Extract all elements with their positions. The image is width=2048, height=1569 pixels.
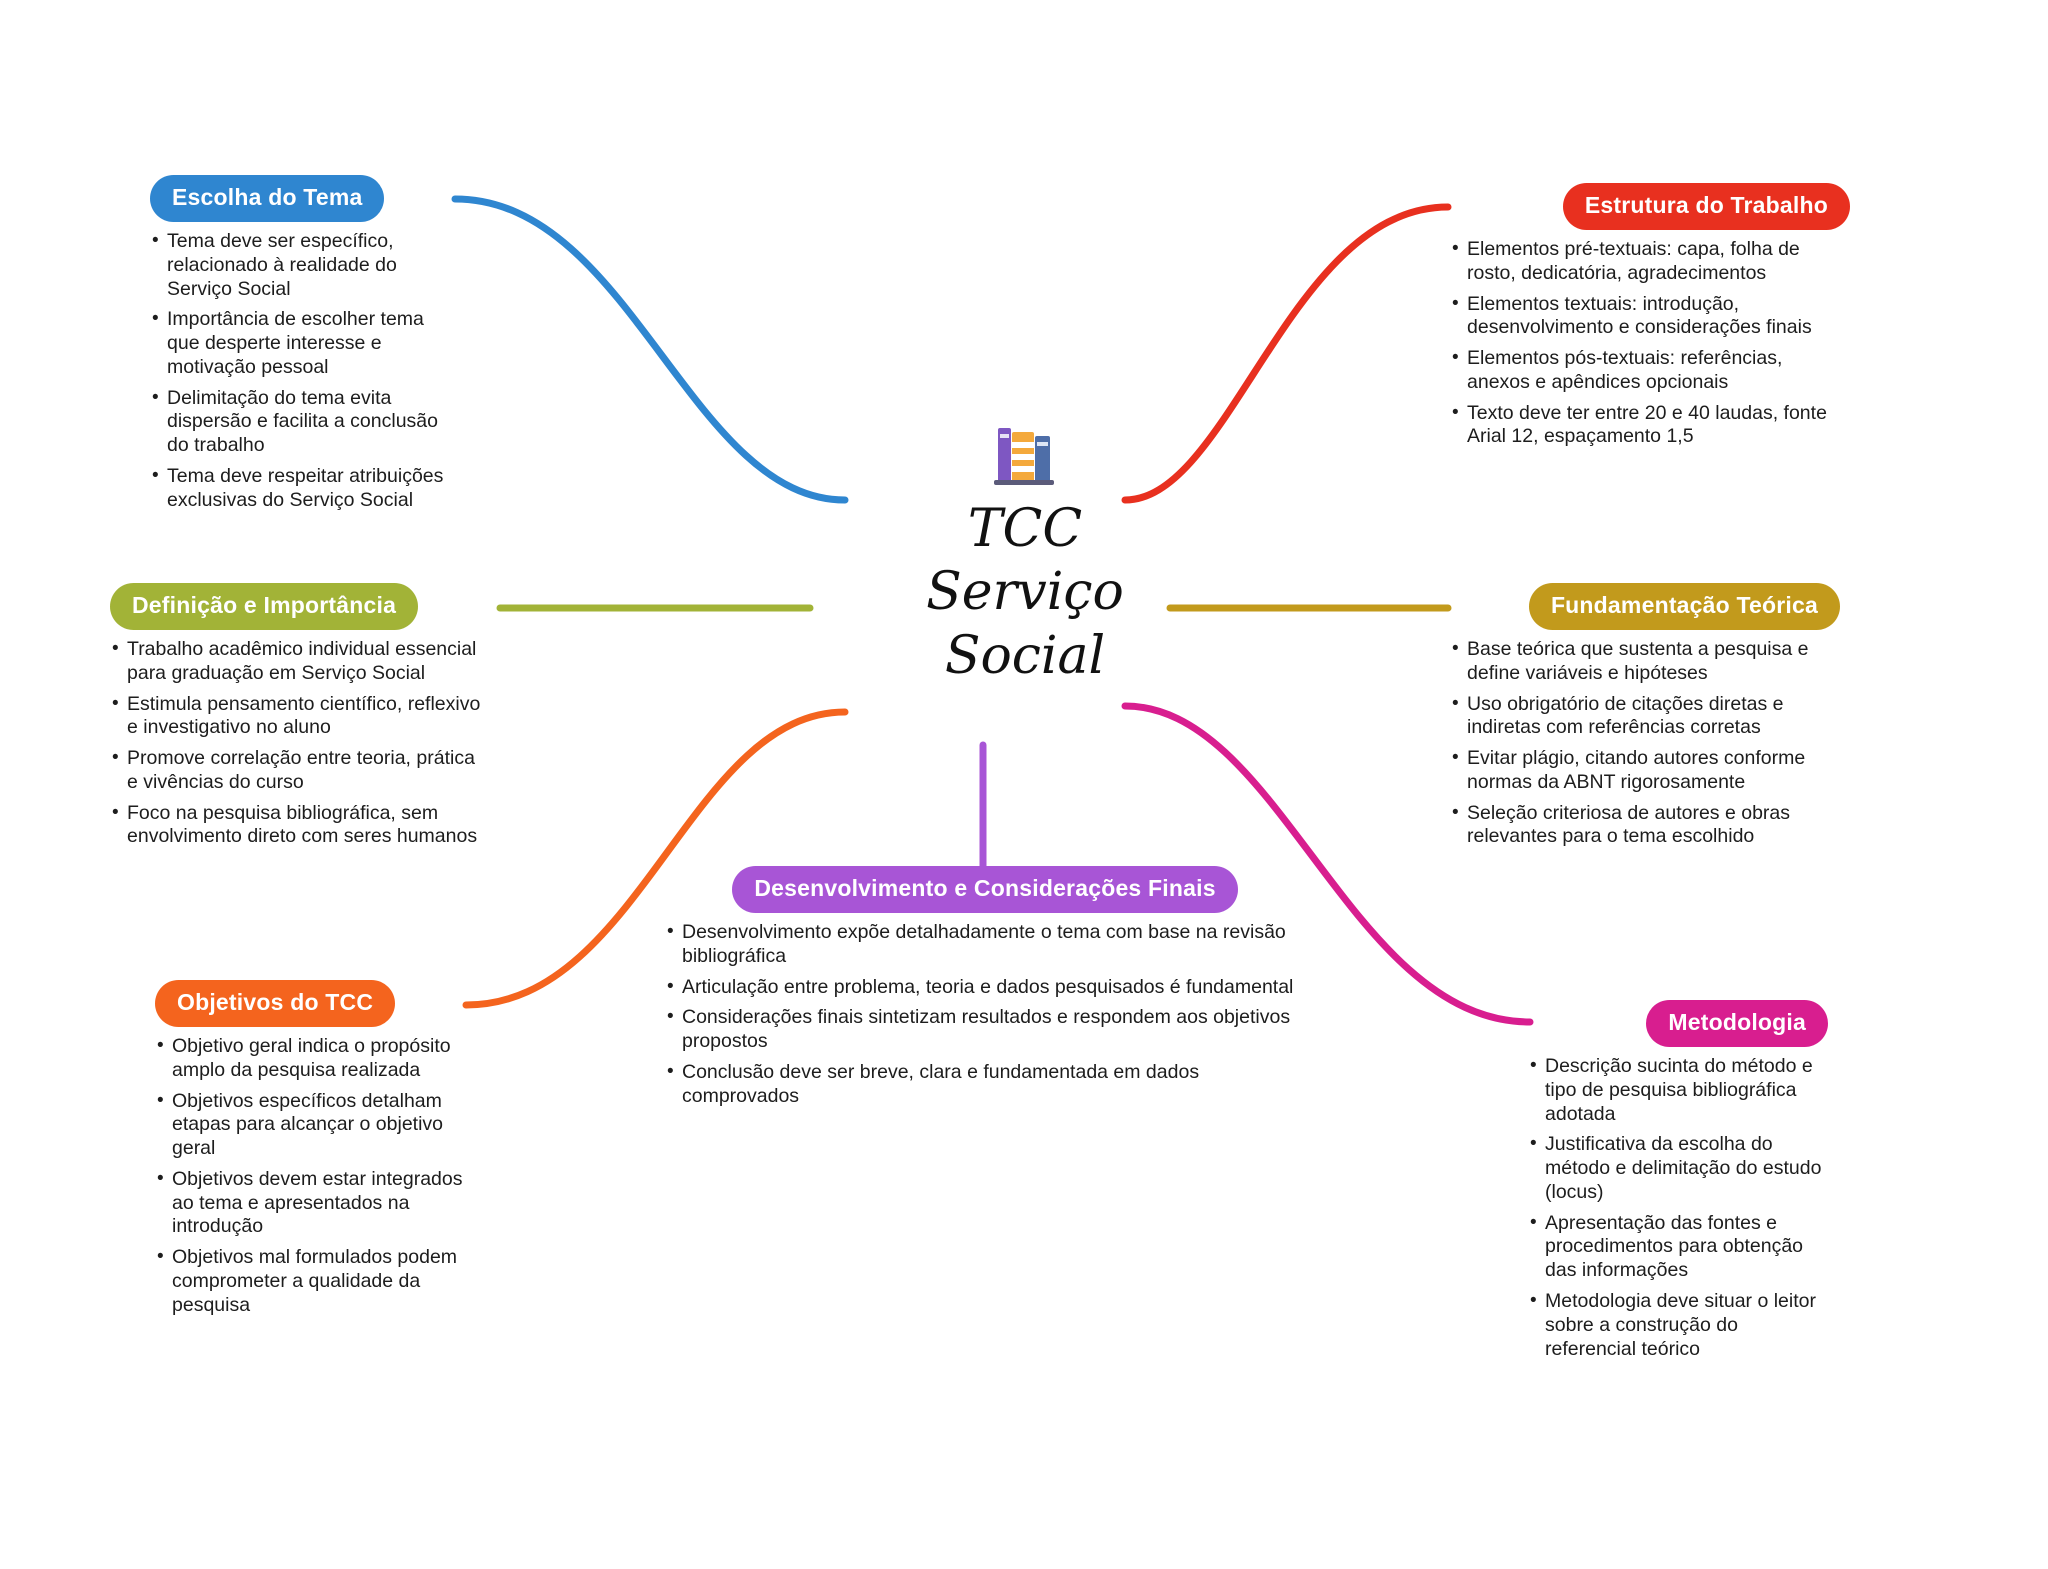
list-item: • Articulação entre problema, teoria e dados pesquisados é fundamental [665, 976, 1305, 1000]
list-item: • Trabalho acadêmico individual essencial para graduação em Serviço Social [110, 638, 490, 686]
branch-desenvolvimento-header [665, 866, 1305, 913]
branch-objetivos-title[interactable]: Objetivos do TCC [155, 980, 395, 1027]
branch-fundamentacao-title[interactable]: Fundamentação Teórica [1529, 583, 1840, 630]
list-item: • Desenvolvimento expõe detalhadamente o tema com base na revisão bibliográfica [665, 921, 1305, 969]
branch-metodologia-header [1528, 1000, 1828, 1047]
branch-metodologia-title[interactable]: Metodologia [1646, 1000, 1828, 1047]
list-item: • Importância de escolher tema que desperte interesse e motivação pessoal [150, 308, 450, 379]
list-item: • Objetivos devem estar integrados ao tema e apresentados na introdução [155, 1168, 475, 1239]
branch-estrutura-title[interactable]: Estrutura do Trabalho [1563, 183, 1850, 230]
branch-definicao-list [110, 638, 490, 849]
list-item: • Objetivos específicos detalham etapas para alcançar o objetivo geral [155, 1090, 475, 1161]
branch-desenvolvimento-e-consideracoes-finais[interactable] [665, 866, 1305, 1115]
center-title-line-2: Serviço [926, 562, 1124, 623]
branch-definicao-title[interactable]: Definição e Importância [110, 583, 418, 630]
center-title-line-3: Social [944, 625, 1106, 686]
center-title-line-1: TCC [967, 499, 1083, 559]
list-item: • Promove correlação entre teoria, prática e vivências do curso [110, 747, 490, 795]
branch-fundamentacao-teorica[interactable] [1450, 583, 1840, 856]
connector-escolha [455, 199, 845, 500]
list-item: • Objetivo geral indica o propósito amplo da pesquisa realizada [155, 1035, 475, 1083]
branch-estrutura-header [1450, 183, 1850, 230]
branch-fundamentacao-header [1450, 583, 1840, 630]
list-item: • Base teórica que sustenta a pesquisa e define variáveis e hipóteses [1450, 638, 1840, 686]
branch-estrutura-do-trabalho[interactable] [1450, 183, 1850, 456]
list-item: • Elementos pós-textuais: referências, anexos e apêndices opcionais [1450, 347, 1850, 395]
list-item: • Justificativa da escolha do método e delimitação do estudo (locus) [1528, 1133, 1828, 1204]
list-item: • Descrição sucinta do método e tipo de pesquisa bibliográfica adotada [1528, 1055, 1828, 1126]
branch-escolha-do-tema[interactable] [150, 175, 450, 520]
list-item: • Seleção criteriosa de autores e obras relevantes para o tema escolhido [1450, 802, 1840, 850]
list-item: • Considerações finais sintetizam resultados e respondem aos objetivos propostos [665, 1006, 1305, 1054]
list-item: • Foco na pesquisa bibliográfica, sem envolvimento direto com seres humanos [110, 802, 490, 850]
branch-escolha-title[interactable]: Escolha do Tema [150, 175, 384, 222]
list-item: • Apresentação das fontes e procedimentos para obtenção das informações [1528, 1212, 1828, 1283]
center-node [860, 420, 1190, 688]
branch-escolha-list [150, 230, 450, 513]
list-item: • Tema deve ser específico, relacionado à realidade do Serviço Social [150, 230, 450, 301]
branch-metodologia[interactable] [1528, 1000, 1828, 1368]
list-item: • Tema deve respeitar atribuições exclusivas do Serviço Social [150, 465, 450, 513]
branch-objetivos-list [155, 1035, 475, 1318]
branch-objetivos-do-tcc[interactable] [155, 980, 475, 1325]
branch-desenvolvimento-title[interactable]: Desenvolvimento e Considerações Finais [732, 866, 1237, 913]
branch-escolha-header [150, 175, 450, 222]
list-item: • Delimitação do tema evita dispersão e facilita a conclusão do trabalho [150, 387, 450, 458]
list-item: • Estimula pensamento científico, reflexivo e investigativo no aluno [110, 693, 490, 741]
branch-objetivos-header [155, 980, 475, 1027]
branch-fundamentacao-list [1450, 638, 1840, 849]
books-icon [988, 420, 1062, 494]
list-item: • Evitar plágio, citando autores conforme normas da ABNT rigorosamente [1450, 747, 1840, 795]
list-item: • Elementos pré-textuais: capa, folha de rosto, dedicatória, agradecimentos [1450, 238, 1850, 286]
branch-estrutura-list [1450, 238, 1850, 449]
center-title [860, 498, 1190, 688]
branch-desenvolvimento-list [665, 921, 1305, 1108]
list-item: • Elementos textuais: introdução, desenvolvimento e considerações finais [1450, 293, 1850, 341]
list-item: • Uso obrigatório de citações diretas e indiretas com referências corretas [1450, 693, 1840, 741]
list-item: • Metodologia deve situar o leitor sobre a construção do referencial teórico [1528, 1290, 1828, 1361]
branch-definicao-e-importancia[interactable] [110, 583, 490, 856]
list-item: • Texto deve ter entre 20 e 40 laudas, fonte Arial 12, espaçamento 1,5 [1450, 402, 1850, 450]
list-item: • Objetivos mal formulados podem comprometer a qualidade da pesquisa [155, 1246, 475, 1317]
branch-definicao-header [110, 583, 490, 630]
list-item: • Conclusão deve ser breve, clara e fundamentada em dados comprovados [665, 1061, 1305, 1109]
branch-metodologia-list [1528, 1055, 1828, 1361]
